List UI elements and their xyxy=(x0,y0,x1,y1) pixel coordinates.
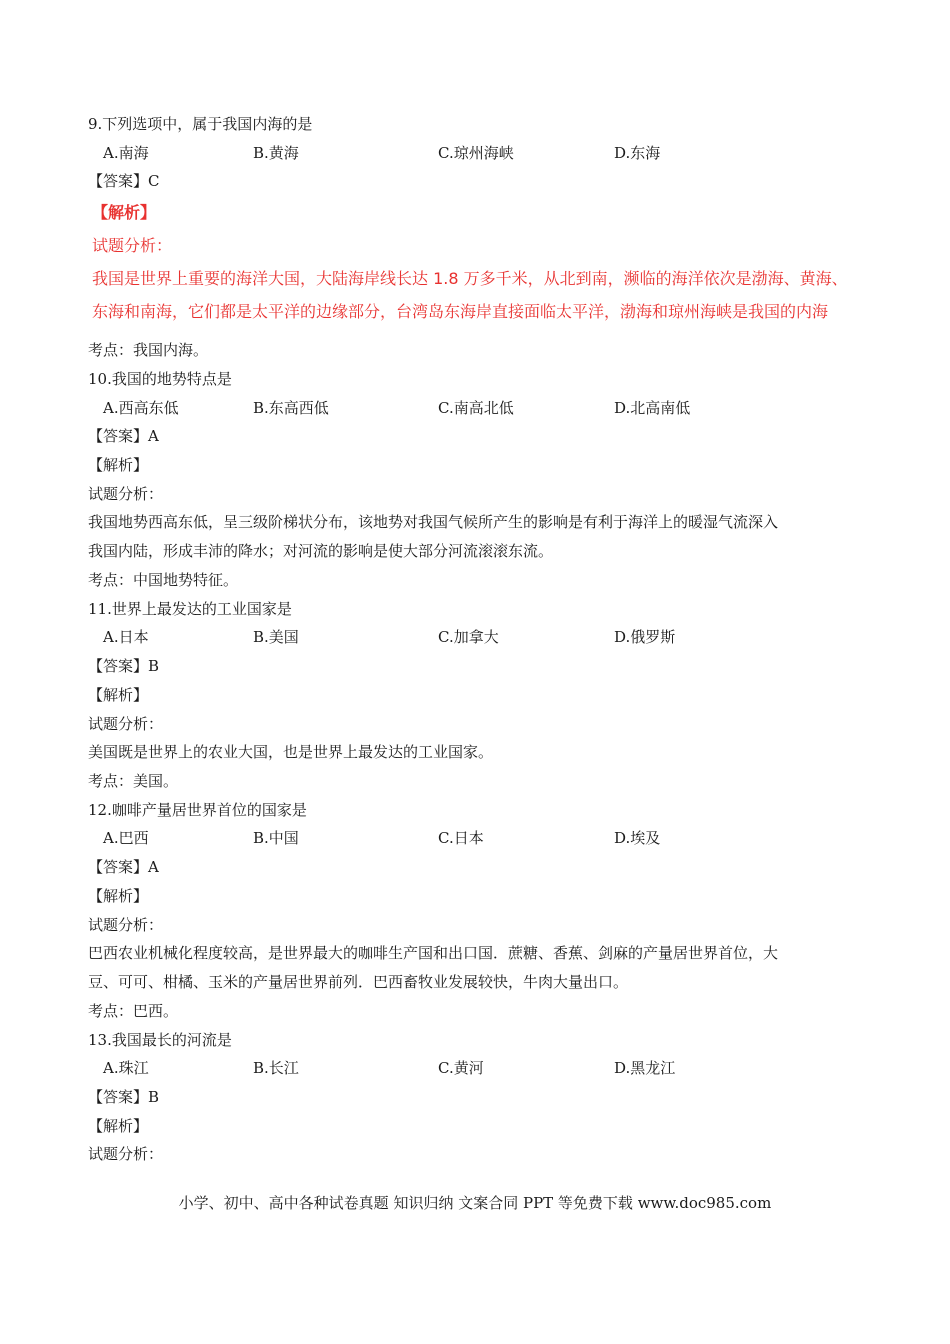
analysis-label: 试题分析： xyxy=(88,916,164,934)
option-d: D.埃及 xyxy=(614,829,661,847)
kaodian: 考点：中国地势特征。 xyxy=(88,571,239,589)
option-d: D.黑龙江 xyxy=(614,1059,676,1077)
kaodian: 考点：巴西。 xyxy=(88,1002,179,1020)
option-c: C.南高北低 xyxy=(438,399,514,417)
option-c: C.黄河 xyxy=(438,1059,484,1077)
kaodian: 考点：我国内海。 xyxy=(88,341,209,359)
option-b: B.美国 xyxy=(253,628,299,646)
answer: 【答案】A xyxy=(88,858,159,876)
analysis-text-line: 巴西农业机械化程度较高，是世界最大的咖啡生产国和出口国．蔗糖、香蕉、剑麻的产量居世界首位，大 xyxy=(88,944,779,962)
analysis-heading: 【解析】 xyxy=(88,1117,149,1135)
option-a: A.巴西 xyxy=(103,829,149,847)
option-c: C.琼州海峡 xyxy=(438,144,514,162)
option-d: D.东海 xyxy=(614,144,661,162)
analysis-heading: 【解析】 xyxy=(88,456,149,474)
option-a: A.南海 xyxy=(103,144,149,162)
option-d: D.俄罗斯 xyxy=(614,628,676,646)
question-stem: 10.我国的地势特点是 xyxy=(88,370,232,388)
analysis-heading: 【解析】 xyxy=(92,203,157,222)
analysis-text-line: 我国是世界上重要的海洋大国，大陆海岸线长达 1.8 万多千米，从北到南，濒临的海洋依次是渤海、黄海、 xyxy=(92,269,848,288)
analysis-text-line: 美国既是世界上的农业大国，也是世界上最发达的工业国家。 xyxy=(88,743,494,761)
question-stem: 9.下列选项中，属于我国内海的是 xyxy=(88,115,313,133)
option-c: C.加拿大 xyxy=(438,628,499,646)
option-b: B.东高西低 xyxy=(253,399,329,417)
option-a: A.日本 xyxy=(103,628,149,646)
answer: 【答案】C xyxy=(88,172,160,190)
answer: 【答案】A xyxy=(88,427,159,445)
analysis-heading: 【解析】 xyxy=(88,887,149,905)
answer: 【答案】B xyxy=(88,657,160,675)
kaodian: 考点：美国。 xyxy=(88,772,179,790)
analysis-text-line: 我国内陆，形成丰沛的降水；对河流的影响是使大部分河流滚滚东流。 xyxy=(88,542,554,560)
question-stem: 11.世界上最发达的工业国家是 xyxy=(88,600,292,618)
analysis-label: 试题分析： xyxy=(88,715,164,733)
analysis-text-line: 东海和南海，它们都是太平洋的边缘部分，台湾岛东海岸直接面临太平洋，渤海和琼州海峡是我国的内海 xyxy=(92,302,829,321)
option-b: B.中国 xyxy=(253,829,299,847)
option-b: B.黄海 xyxy=(253,144,299,162)
option-c: C.日本 xyxy=(438,829,484,847)
option-a: A.西高东低 xyxy=(103,399,179,417)
option-b: B.长江 xyxy=(253,1059,299,1077)
option-d: D.北高南低 xyxy=(614,399,691,417)
analysis-text-line: 我国地势西高东低，呈三级阶梯状分布，该地势对我国气候所产生的影响是有利于海洋上的暖湿气流深入 xyxy=(88,513,779,531)
analysis-heading: 【解析】 xyxy=(88,686,149,704)
analysis-text-line: 豆、可可、柑橘、玉米的产量居世界前列．巴西畜牧业发展较快，牛肉大量出口。 xyxy=(88,973,629,991)
option-a: A.珠江 xyxy=(103,1059,149,1077)
analysis-label: 试题分析： xyxy=(88,485,164,503)
page-footer: 小学、初中、高中各种试卷真题 知识归纳 文案合同 PPT 等免费下载 www.doc985.com xyxy=(178,1194,772,1212)
answer: 【答案】B xyxy=(88,1088,160,1106)
question-stem: 12.咖啡产量居世界首位的国家是 xyxy=(88,801,307,819)
analysis-label: 试题分析： xyxy=(88,1145,164,1163)
question-stem: 13.我国最长的河流是 xyxy=(88,1031,232,1049)
analysis-label: 试题分析： xyxy=(92,236,173,255)
